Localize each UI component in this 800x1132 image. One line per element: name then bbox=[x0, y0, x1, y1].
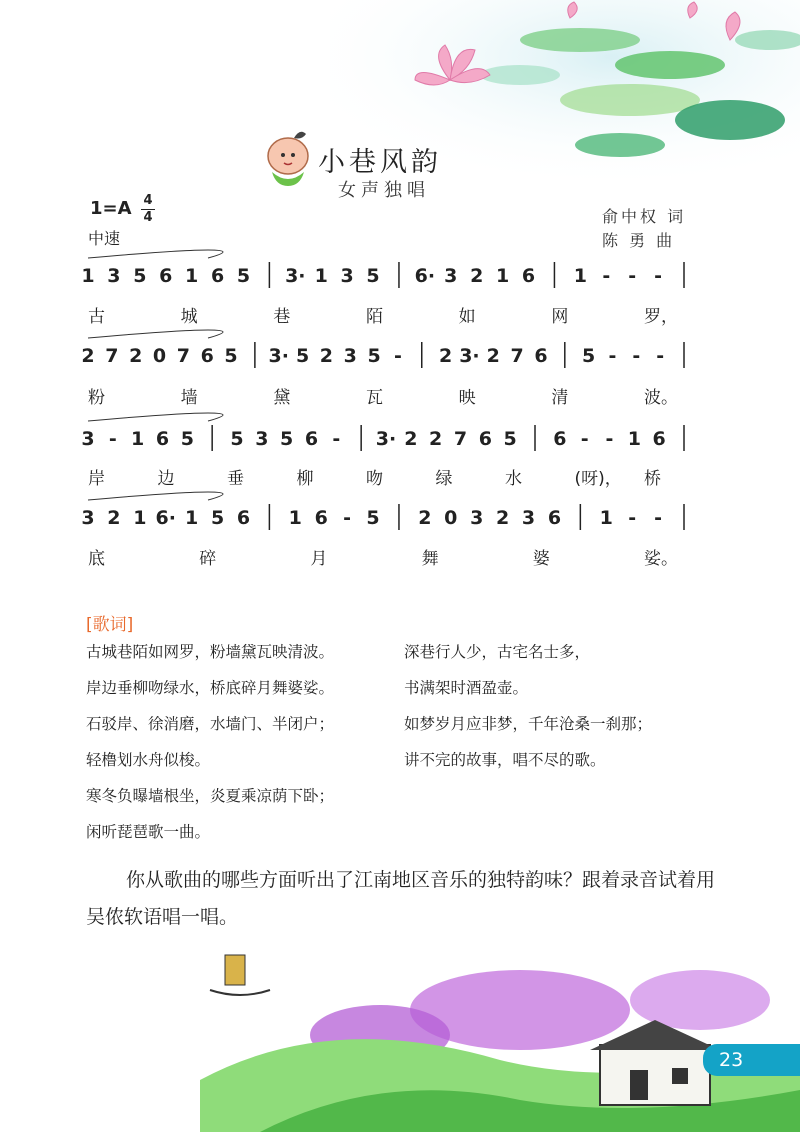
score-note: 6 bbox=[521, 265, 536, 287]
score-lyric: 岸 bbox=[88, 469, 105, 489]
score-lyric: 绿 bbox=[435, 469, 453, 489]
score-note: 5 bbox=[230, 428, 244, 450]
score-note: 0 bbox=[152, 345, 167, 367]
score-lyric: 吻 bbox=[366, 469, 383, 489]
score-note: 3 bbox=[470, 507, 484, 529]
lyric-line: 讲不完的故事，唱不尽的歌。 bbox=[404, 751, 606, 769]
score-note: 5 bbox=[280, 428, 294, 450]
score-note: 6 bbox=[534, 345, 548, 367]
score-lyric: 陌 bbox=[366, 307, 383, 327]
score-note: 5 bbox=[503, 428, 517, 450]
score-lyric: 黛 bbox=[273, 388, 291, 408]
tempo-marking: 中速 bbox=[88, 229, 121, 248]
score-note: 6 bbox=[200, 345, 214, 367]
score-lyric: 柳 bbox=[296, 469, 314, 489]
lyrics-heading: [歌词] bbox=[86, 615, 134, 635]
score-lyric: 清 bbox=[551, 388, 569, 408]
score-lyric: 碎 bbox=[199, 549, 217, 569]
score-lyric: 罗， bbox=[644, 307, 678, 327]
score-note: 3· bbox=[375, 428, 397, 450]
score-lyric: 瓦 bbox=[366, 388, 383, 408]
score-lyric: 垂 bbox=[227, 469, 244, 489]
slur-mark bbox=[88, 250, 223, 258]
lyric-line: 岸边垂柳吻绿水，桥底碎月舞婆娑。 bbox=[86, 679, 335, 697]
lyric-line: 如梦岁月应非梦，千年沧桑一刹那； bbox=[404, 715, 653, 733]
score-lyric: (呀)， bbox=[574, 469, 622, 489]
slur-mark bbox=[88, 330, 223, 338]
score-note: 3· bbox=[268, 345, 289, 367]
song-title: 小巷风韵 bbox=[318, 147, 442, 178]
score-lyric: 桥 bbox=[644, 469, 661, 489]
lyric-line: 寒冬负曝墙根坐，炎夏乘凉荫下卧； bbox=[86, 787, 335, 805]
score-note: 6 bbox=[478, 428, 492, 450]
score-lyric: 娑。 bbox=[644, 549, 678, 569]
score-note: - bbox=[332, 428, 341, 450]
score-lyric: 网 bbox=[551, 307, 569, 327]
score-note: 5 bbox=[366, 265, 380, 287]
score-note: 5 bbox=[133, 265, 147, 287]
score-lyric: 墙 bbox=[180, 388, 198, 408]
score-note: 3 bbox=[343, 345, 357, 367]
score-note: - bbox=[605, 428, 614, 450]
score-lyric: 巷 bbox=[273, 307, 291, 327]
score-note: 2 bbox=[470, 265, 484, 287]
lyric-line: 石驳岸、徐消磨，水墙门、半闭户； bbox=[86, 715, 335, 733]
score-note: 1 bbox=[81, 265, 95, 287]
score-note: 5 bbox=[236, 265, 251, 287]
score-note: 2 bbox=[429, 428, 443, 450]
riverside-village-illustration bbox=[0, 940, 800, 1132]
score-lyric: 水 bbox=[505, 469, 522, 489]
score-note: 2 bbox=[404, 428, 418, 450]
score-note: 6 bbox=[236, 507, 251, 529]
score-note: 5 bbox=[582, 345, 596, 367]
score-note: 5 bbox=[224, 345, 238, 367]
discussion-question: 你从歌曲的哪些方面听出了江南地区音乐的独特韵味？跟着录音试着用吴侬软语唱一唱。 bbox=[86, 869, 716, 928]
score-note: 2 bbox=[81, 345, 95, 367]
score-note: 3 bbox=[81, 507, 95, 529]
score-note: 3· bbox=[459, 345, 480, 367]
score-note: 1 bbox=[627, 428, 641, 450]
score-note: - bbox=[108, 428, 117, 450]
lyric-line: 深巷行人少，古宅名士多， bbox=[404, 643, 591, 661]
score-note: 3 bbox=[521, 507, 536, 529]
score-note: 3 bbox=[444, 265, 458, 287]
lyric-line: 书满架时酒盈壶。 bbox=[404, 679, 529, 697]
score-note: 7 bbox=[105, 345, 119, 367]
score-note: 1 bbox=[599, 507, 613, 529]
score-note: 6 bbox=[652, 428, 666, 450]
meter-top: 4 bbox=[143, 193, 153, 208]
score-note: 7 bbox=[176, 345, 190, 367]
score-lyric: 映 bbox=[458, 388, 476, 408]
score-note: 2 bbox=[129, 345, 143, 367]
score-note: 3 bbox=[340, 265, 354, 287]
score-lyric: 舞 bbox=[421, 549, 439, 569]
score-note: 6 bbox=[314, 507, 328, 529]
score-note: - bbox=[608, 345, 617, 367]
score-note: 1 bbox=[133, 507, 147, 529]
score-lyric: 波。 bbox=[644, 388, 678, 408]
lyric-line: 轻橹划水舟似梭。 bbox=[86, 751, 211, 769]
score-note: 1 bbox=[185, 507, 199, 529]
score-note: 6· bbox=[155, 507, 176, 529]
score-note: 0 bbox=[444, 507, 458, 529]
lyric-line: 古城巷陌如网罗，粉墙黛瓦映清波。 bbox=[86, 643, 335, 661]
score-note: 2 bbox=[418, 507, 432, 529]
score-note: 6 bbox=[155, 428, 170, 450]
score-lyric: 如 bbox=[458, 307, 476, 327]
score-note: 5 bbox=[210, 507, 225, 529]
score-note: 1 bbox=[495, 265, 510, 287]
score-note: - bbox=[628, 265, 637, 287]
score-note: - bbox=[656, 345, 665, 367]
score-note: 6· bbox=[414, 265, 436, 287]
score-note: 1 bbox=[288, 507, 302, 529]
score-note: - bbox=[393, 345, 402, 367]
score-lyric: 边 bbox=[157, 469, 175, 489]
score-note: - bbox=[632, 345, 641, 367]
score-note: 6 bbox=[159, 265, 173, 287]
score-lyric: 婆 bbox=[532, 549, 550, 569]
score-lyric: 粉 bbox=[88, 388, 105, 408]
score-note: 1 bbox=[185, 265, 199, 287]
score-note: 2 bbox=[486, 345, 500, 367]
score-note: 5 bbox=[367, 345, 381, 367]
score-note: 1 bbox=[573, 265, 587, 287]
score-note: 3 bbox=[107, 265, 121, 287]
score-note: - bbox=[628, 507, 637, 529]
score-note: 1 bbox=[314, 265, 328, 287]
song-subtitle: 女声独唱 bbox=[338, 180, 430, 201]
score-lyric: 古 bbox=[88, 307, 105, 327]
score-note: 6 bbox=[210, 265, 225, 287]
score-note: 6 bbox=[553, 428, 567, 450]
score-note: 2 bbox=[107, 507, 121, 529]
score-note: 3 bbox=[255, 428, 269, 450]
lyricist-credit: 俞中权 词 bbox=[602, 207, 687, 226]
composer-credit: 陈 勇 曲 bbox=[602, 231, 676, 250]
lyric-line: 闲听琵琶歌一曲。 bbox=[86, 823, 211, 841]
score-note: 5 bbox=[366, 507, 380, 529]
page-number-badge: 23 bbox=[703, 1044, 800, 1076]
score-note: 1 bbox=[131, 428, 145, 450]
score-note: 6 bbox=[547, 507, 562, 529]
score-note: 7 bbox=[510, 345, 524, 367]
score-note: 2 bbox=[438, 345, 453, 367]
score-note: - bbox=[343, 507, 352, 529]
score-note: - bbox=[602, 265, 611, 287]
score-note: 2 bbox=[319, 345, 334, 367]
score-note: 3 bbox=[81, 428, 95, 450]
score-note: 5 bbox=[180, 428, 194, 450]
score-lyric: 月 bbox=[310, 549, 328, 569]
slur-mark bbox=[88, 413, 223, 421]
score-note: 5 bbox=[295, 345, 310, 367]
score-note: 7 bbox=[453, 428, 468, 450]
score-note: 2 bbox=[495, 507, 510, 529]
score-note: - bbox=[580, 428, 589, 450]
slur-mark bbox=[88, 492, 223, 500]
score-note: 6 bbox=[304, 428, 319, 450]
meter-bottom: 4 bbox=[143, 210, 153, 225]
score-note: - bbox=[654, 507, 663, 529]
score-lyric: 底 bbox=[88, 549, 105, 569]
key-signature: 1=A bbox=[90, 198, 132, 219]
score-lyric: 城 bbox=[180, 307, 198, 327]
score-note: - bbox=[654, 265, 663, 287]
score-note: 3· bbox=[285, 265, 306, 287]
